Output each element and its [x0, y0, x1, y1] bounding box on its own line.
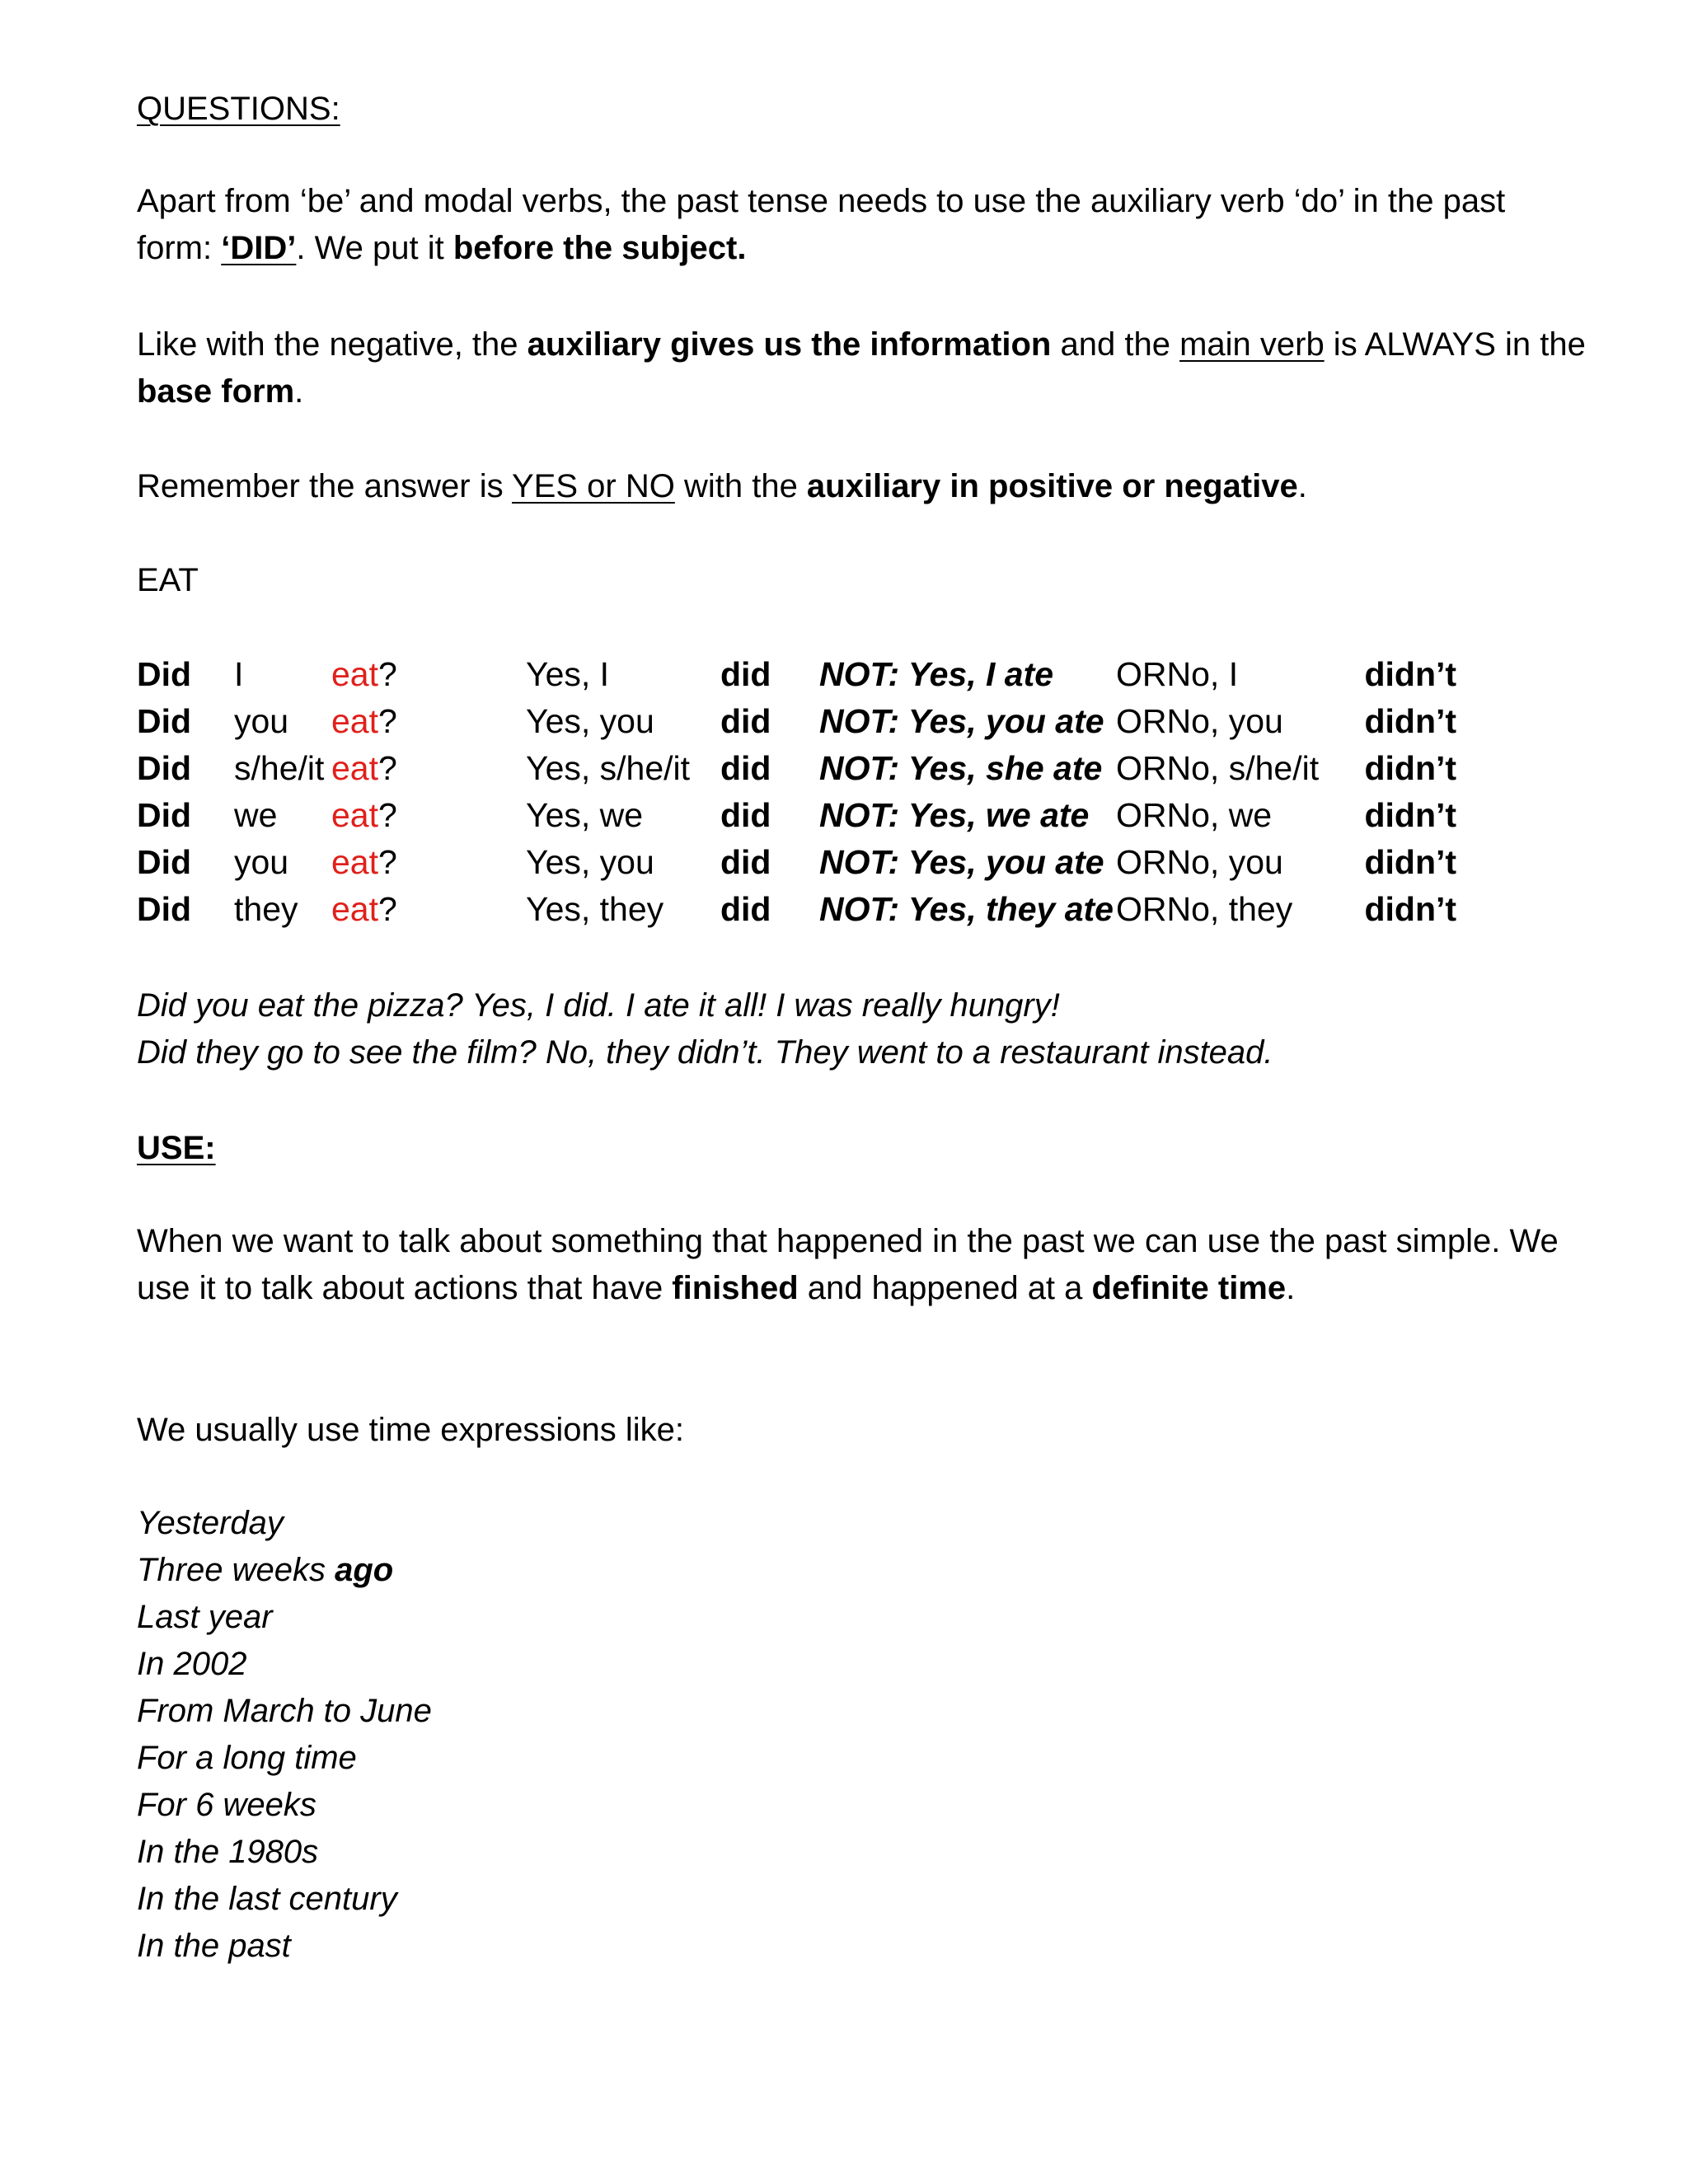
yes-aux: did — [720, 702, 771, 740]
time-expression: In the last century — [137, 1881, 397, 1917]
main-verb: eat — [331, 843, 378, 881]
time-expression: For 6 weeks — [137, 1787, 316, 1823]
yes-aux: did — [720, 796, 771, 834]
no-aux: didn’t — [1364, 890, 1457, 928]
yes-answer: Yes, s/he/it — [526, 749, 691, 787]
conjugation-table-wrapper — [137, 651, 1587, 933]
yes-aux: did — [720, 749, 771, 787]
conjugation-row — [137, 651, 1513, 698]
conjugation-row — [137, 745, 1513, 792]
time-expression: In the 1980s — [137, 1834, 319, 1870]
conjugation-row — [137, 792, 1513, 839]
or-label: OR — [1116, 890, 1167, 928]
paragraph-time-expressions: We usually use time expressions like: — [137, 1412, 684, 1448]
yes-answer: Yes, I — [526, 655, 610, 693]
time-expression: From March to June — [137, 1693, 432, 1729]
subject: s/he/it — [234, 749, 325, 787]
subject: they — [234, 890, 298, 928]
question-form: they eat? — [234, 886, 526, 933]
incorrect-answer: NOT: Yes, you ate — [819, 702, 1104, 740]
main-verb: eat — [331, 655, 378, 693]
no-answer: No, they — [1166, 890, 1293, 928]
or-label: OR — [1116, 843, 1167, 881]
aux-did: Did — [137, 749, 192, 787]
aux-did: Did — [137, 796, 192, 834]
question-form: we eat? — [234, 792, 526, 839]
did-emphasis: ‘DID’ — [221, 230, 297, 266]
paragraph-answer: Remember the answer is YES or NO with the auxiliary in positive or negative. — [137, 468, 1307, 504]
question-form: I eat? — [234, 651, 526, 698]
no-answer: No, I — [1166, 655, 1239, 693]
conjugation-row — [137, 886, 1513, 933]
question-form: you eat? — [234, 839, 526, 886]
main-verb: eat — [331, 890, 378, 928]
paragraph-use: When we want to talk about something that happened in the past we can use the past simple. We use it to talk about actions that have finished and happened at a definite time. — [137, 1223, 1559, 1306]
incorrect-answer: NOT: Yes, you ate — [819, 843, 1104, 881]
no-answer: No, we — [1166, 796, 1273, 834]
yes-answer: Yes, you — [526, 702, 654, 740]
example-sentence: Did they go to see the film? No, they didn’t. They went to a restaurant instead. — [137, 1034, 1273, 1071]
conjugation-row — [137, 839, 1513, 886]
example-sentences — [137, 982, 1587, 1076]
question-form: s/he/it eat? — [234, 745, 526, 792]
verb-label: EAT — [137, 562, 199, 598]
time-expression: Three weeks ago — [137, 1552, 394, 1588]
or-label: OR — [1116, 702, 1167, 740]
no-aux: didn’t — [1364, 796, 1457, 834]
no-aux: didn’t — [1364, 749, 1457, 787]
incorrect-answer: NOT: Yes, they ate — [819, 890, 1114, 928]
no-aux: didn’t — [1364, 655, 1457, 693]
incorrect-answer: NOT: Yes, she ate — [819, 749, 1103, 787]
incorrect-answer: NOT: Yes, we ate — [819, 796, 1090, 834]
questions-heading: QUESTIONS: — [137, 91, 340, 127]
main-verb: eat — [331, 749, 378, 787]
subject: you — [234, 843, 289, 881]
question-form: you eat? — [234, 698, 526, 745]
yes-answer: Yes, they — [526, 890, 664, 928]
time-expression: In the past — [137, 1928, 291, 1964]
time-expression: Last year — [137, 1599, 273, 1635]
paragraph-did: Apart from ‘be’ and modal verbs, the past tense needs to use the auxiliary verb ‘do’ in the past form: ‘DID’. We put it before the subject. — [137, 183, 1506, 266]
subject: you — [234, 702, 289, 740]
no-aux: didn’t — [1364, 702, 1457, 740]
incorrect-answer: NOT: Yes, I ate — [819, 655, 1054, 693]
no-answer: No, you — [1166, 702, 1283, 740]
example-sentence: Did you eat the pizza? Yes, I did. I ate it all! I was really hungry! — [137, 987, 1060, 1024]
time-expression: For a long time — [137, 1740, 357, 1776]
yes-aux: did — [720, 890, 771, 928]
main-verb: eat — [331, 702, 378, 740]
aux-did: Did — [137, 843, 192, 881]
or-label: OR — [1116, 796, 1167, 834]
subject: I — [234, 655, 244, 693]
aux-did: Did — [137, 655, 192, 693]
time-expression: Yesterday — [137, 1505, 284, 1541]
yes-aux: did — [720, 843, 771, 881]
main-verb: eat — [331, 796, 378, 834]
no-answer: No, s/he/it — [1166, 749, 1320, 787]
paragraph-auxiliary: Like with the negative, the auxiliary gives us the information and the main verb is ALWAYS in the base form. — [137, 326, 1586, 410]
yes-answer: Yes, we — [526, 796, 644, 834]
or-label: OR — [1116, 655, 1167, 693]
time-expression: In 2002 — [137, 1646, 247, 1682]
conjugation-row — [137, 698, 1513, 745]
yes-answer: Yes, you — [526, 843, 654, 881]
time-expressions-list — [137, 1500, 1587, 1970]
yes-aux: did — [720, 655, 771, 693]
aux-did: Did — [137, 702, 192, 740]
aux-did: Did — [137, 890, 192, 928]
no-answer: No, you — [1166, 843, 1283, 881]
use-heading: USE: — [137, 1130, 216, 1166]
conjugation-table — [137, 651, 1513, 933]
or-label: OR — [1116, 749, 1167, 787]
no-aux: didn’t — [1364, 843, 1457, 881]
subject: we — [234, 796, 278, 834]
